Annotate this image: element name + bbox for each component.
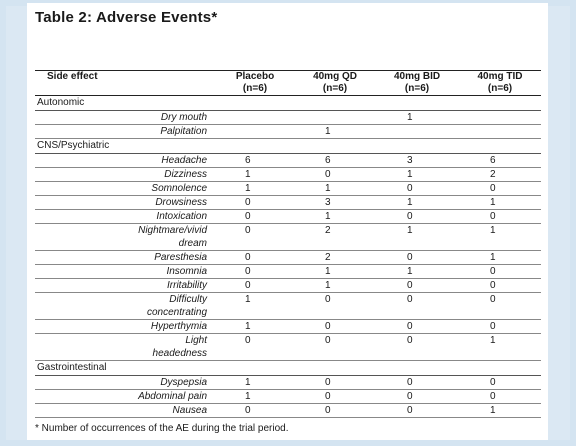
count-value: 0 — [490, 294, 496, 305]
count-cell — [215, 168, 295, 182]
category-row — [35, 139, 541, 154]
count-cell — [375, 182, 459, 196]
table-row — [35, 404, 541, 418]
table-footnote: * Number of occurrences of the AE during the trial period. — [35, 423, 289, 434]
count-value: 1 — [325, 183, 331, 194]
table-row — [35, 125, 541, 139]
count-cell — [459, 376, 541, 390]
count-cell — [375, 168, 459, 182]
count-value: 0 — [407, 183, 413, 194]
count-value: 0 — [407, 391, 413, 402]
side-effect-name: Somnolence — [131, 182, 215, 196]
header-group-name: 40mg QD — [313, 71, 357, 82]
adverse-events-table — [35, 70, 541, 418]
count-cell — [459, 154, 541, 168]
count-value: 1 — [325, 280, 331, 291]
placebo-header — [215, 71, 295, 96]
count-value: 1 — [245, 183, 251, 194]
count-cell — [295, 182, 375, 196]
count-cell — [375, 224, 459, 251]
count-cell — [215, 251, 295, 265]
count-value: 0 — [325, 405, 331, 416]
count-cell — [295, 334, 375, 361]
indent-cell — [35, 182, 131, 196]
count-value: 0 — [325, 169, 331, 180]
count-value: 0 — [245, 252, 251, 263]
side-effect-name: Difficulty concentrating — [131, 293, 215, 320]
count-value: 0 — [407, 377, 413, 388]
count-value: 0 — [245, 266, 251, 277]
count-cell — [215, 334, 295, 361]
header-group-n: (n=6) — [242, 83, 268, 94]
table-row — [35, 196, 541, 210]
table-row — [35, 390, 541, 404]
table-body — [35, 96, 541, 418]
count-value: 0 — [325, 335, 331, 346]
table-row — [35, 251, 541, 265]
count-value: 0 — [325, 321, 331, 332]
count-value: 0 — [490, 280, 496, 291]
table-row — [35, 111, 541, 125]
side-effect-header: Side effect — [35, 71, 215, 96]
count-cell — [215, 196, 295, 210]
bid-header — [375, 71, 459, 96]
indent-cell — [35, 168, 131, 182]
side-effect-name: Abdominal pain — [131, 390, 215, 404]
side-effect-name: Dyspepsia — [131, 376, 215, 390]
table-row — [35, 293, 541, 320]
table-title: Table 2: Adverse Events* — [35, 9, 218, 26]
count-cell — [295, 196, 375, 210]
indent-cell — [35, 251, 131, 265]
count-cell — [295, 224, 375, 251]
count-value: 1 — [407, 112, 413, 123]
count-value: 0 — [490, 377, 496, 388]
count-value: 2 — [325, 252, 331, 263]
count-cell — [215, 293, 295, 320]
count-cell — [215, 210, 295, 224]
indent-cell — [35, 404, 131, 418]
indent-cell — [35, 279, 131, 293]
count-cell — [215, 320, 295, 334]
category-row — [35, 96, 541, 111]
table-row — [35, 224, 541, 251]
count-value: 0 — [407, 335, 413, 346]
table-row — [35, 376, 541, 390]
count-cell — [215, 182, 295, 196]
table-card — [27, 3, 548, 440]
count-cell — [459, 111, 541, 125]
count-value: 1 — [245, 294, 251, 305]
count-value: 1 — [490, 225, 496, 236]
count-cell — [375, 334, 459, 361]
side-effect-name: Nightmare/vivid dream — [131, 224, 215, 251]
count-cell — [295, 293, 375, 320]
table-row — [35, 320, 541, 334]
table-row — [35, 182, 541, 196]
table-row — [35, 265, 541, 279]
count-value: 3 — [325, 197, 331, 208]
qd-header — [295, 71, 375, 96]
count-cell — [459, 168, 541, 182]
count-value: 1 — [407, 266, 413, 277]
count-value: 0 — [407, 405, 413, 416]
count-cell — [295, 404, 375, 418]
count-cell — [215, 376, 295, 390]
side-effect-name: Paresthesia — [131, 251, 215, 265]
side-effect-name: Intoxication — [131, 210, 215, 224]
count-value: 0 — [245, 405, 251, 416]
count-cell — [215, 265, 295, 279]
count-cell — [215, 404, 295, 418]
count-value: 1 — [325, 211, 331, 222]
header-group-n: (n=6) — [487, 83, 513, 94]
count-value: 0 — [490, 266, 496, 277]
count-cell — [295, 154, 375, 168]
side-effect-name: Hyperthymia — [131, 320, 215, 334]
count-value: 0 — [325, 391, 331, 402]
category-row — [35, 361, 541, 376]
count-cell — [375, 390, 459, 404]
count-value: 6 — [245, 155, 251, 166]
count-value: 1 — [490, 197, 496, 208]
header-group-n: (n=6) — [404, 83, 430, 94]
count-value: 0 — [245, 225, 251, 236]
count-cell — [375, 265, 459, 279]
count-value: 0 — [407, 280, 413, 291]
table-row — [35, 334, 541, 361]
count-value: 0 — [325, 377, 331, 388]
table-row — [35, 168, 541, 182]
header-group-n: (n=6) — [322, 83, 348, 94]
header-row — [35, 71, 541, 96]
count-cell — [215, 111, 295, 125]
count-cell — [459, 320, 541, 334]
count-cell — [375, 154, 459, 168]
count-value: 1 — [245, 169, 251, 180]
category-name: CNS/Psychiatric — [35, 139, 541, 154]
count-cell — [215, 279, 295, 293]
side-effect-name: Dry mouth — [131, 111, 215, 125]
count-value: 0 — [245, 197, 251, 208]
count-value: 0 — [245, 211, 251, 222]
header-group-name: Placebo — [235, 71, 275, 82]
count-value: 0 — [325, 294, 331, 305]
count-cell — [295, 320, 375, 334]
count-cell — [459, 265, 541, 279]
count-cell — [459, 196, 541, 210]
indent-cell — [35, 210, 131, 224]
count-value: 2 — [490, 169, 496, 180]
count-cell — [459, 182, 541, 196]
side-effect-name: Headache — [131, 154, 215, 168]
table-row — [35, 279, 541, 293]
count-value: 0 — [245, 335, 251, 346]
count-value: 6 — [325, 155, 331, 166]
side-effect-name: Drowsiness — [131, 196, 215, 210]
indent-cell — [35, 320, 131, 334]
count-value: 1 — [245, 391, 251, 402]
header-group-name: 40mg BID — [393, 71, 441, 82]
count-cell — [459, 404, 541, 418]
count-value: 0 — [245, 280, 251, 291]
count-cell — [459, 390, 541, 404]
count-cell — [295, 376, 375, 390]
count-cell — [375, 251, 459, 265]
side-effect-name: Dizziness — [131, 168, 215, 182]
indent-cell — [35, 293, 131, 320]
count-cell — [459, 125, 541, 139]
count-value: 1 — [407, 197, 413, 208]
count-value: 0 — [407, 252, 413, 263]
count-cell — [375, 111, 459, 125]
category-name: Gastrointestinal — [35, 361, 541, 376]
count-value: 1 — [407, 169, 413, 180]
count-cell — [295, 390, 375, 404]
indent-cell — [35, 224, 131, 251]
count-cell — [459, 334, 541, 361]
count-cell — [459, 224, 541, 251]
count-cell — [459, 210, 541, 224]
count-cell — [215, 390, 295, 404]
count-cell — [375, 404, 459, 418]
side-effect-name: Irritability — [131, 279, 215, 293]
side-effect-name: Palpitation — [131, 125, 215, 139]
count-cell — [375, 125, 459, 139]
count-cell — [215, 224, 295, 251]
count-cell — [459, 251, 541, 265]
indent-cell — [35, 196, 131, 210]
count-value: 1 — [490, 405, 496, 416]
tid-header — [459, 71, 541, 96]
count-value: 6 — [490, 155, 496, 166]
count-cell — [215, 154, 295, 168]
count-value: 0 — [490, 211, 496, 222]
count-cell — [295, 251, 375, 265]
count-cell — [459, 293, 541, 320]
count-cell — [375, 279, 459, 293]
count-cell — [295, 168, 375, 182]
count-value: 3 — [407, 155, 413, 166]
count-cell — [375, 320, 459, 334]
count-value: 0 — [490, 391, 496, 402]
count-value: 1 — [325, 126, 331, 137]
indent-cell — [35, 334, 131, 361]
count-cell — [375, 293, 459, 320]
table-row — [35, 210, 541, 224]
count-value: 0 — [407, 294, 413, 305]
count-value: 0 — [407, 211, 413, 222]
count-cell — [375, 196, 459, 210]
indent-cell — [35, 390, 131, 404]
count-value: 1 — [325, 266, 331, 277]
side-effect-name: Light headedness — [131, 334, 215, 361]
indent-cell — [35, 111, 131, 125]
header-group-name: 40mg TID — [477, 71, 523, 82]
count-cell — [295, 265, 375, 279]
indent-cell — [35, 265, 131, 279]
category-name: Autonomic — [35, 96, 541, 111]
count-value: 0 — [490, 183, 496, 194]
count-value: 0 — [490, 321, 496, 332]
indent-cell — [35, 376, 131, 390]
count-cell — [295, 279, 375, 293]
table-header — [35, 71, 541, 96]
indent-cell — [35, 125, 131, 139]
count-value: 1 — [490, 252, 496, 263]
count-cell — [375, 210, 459, 224]
side-effect-name: Nausea — [131, 404, 215, 418]
count-cell — [215, 125, 295, 139]
count-value: 0 — [407, 321, 413, 332]
count-cell — [295, 210, 375, 224]
side-effect-name: Insomnia — [131, 265, 215, 279]
count-cell — [295, 111, 375, 125]
table-row — [35, 154, 541, 168]
count-value: 2 — [325, 225, 331, 236]
count-cell — [459, 279, 541, 293]
count-cell — [375, 376, 459, 390]
indent-cell — [35, 154, 131, 168]
count-value: 1 — [490, 335, 496, 346]
count-value: 1 — [245, 321, 251, 332]
count-value: 1 — [245, 377, 251, 388]
count-cell — [295, 125, 375, 139]
count-value: 1 — [407, 225, 413, 236]
